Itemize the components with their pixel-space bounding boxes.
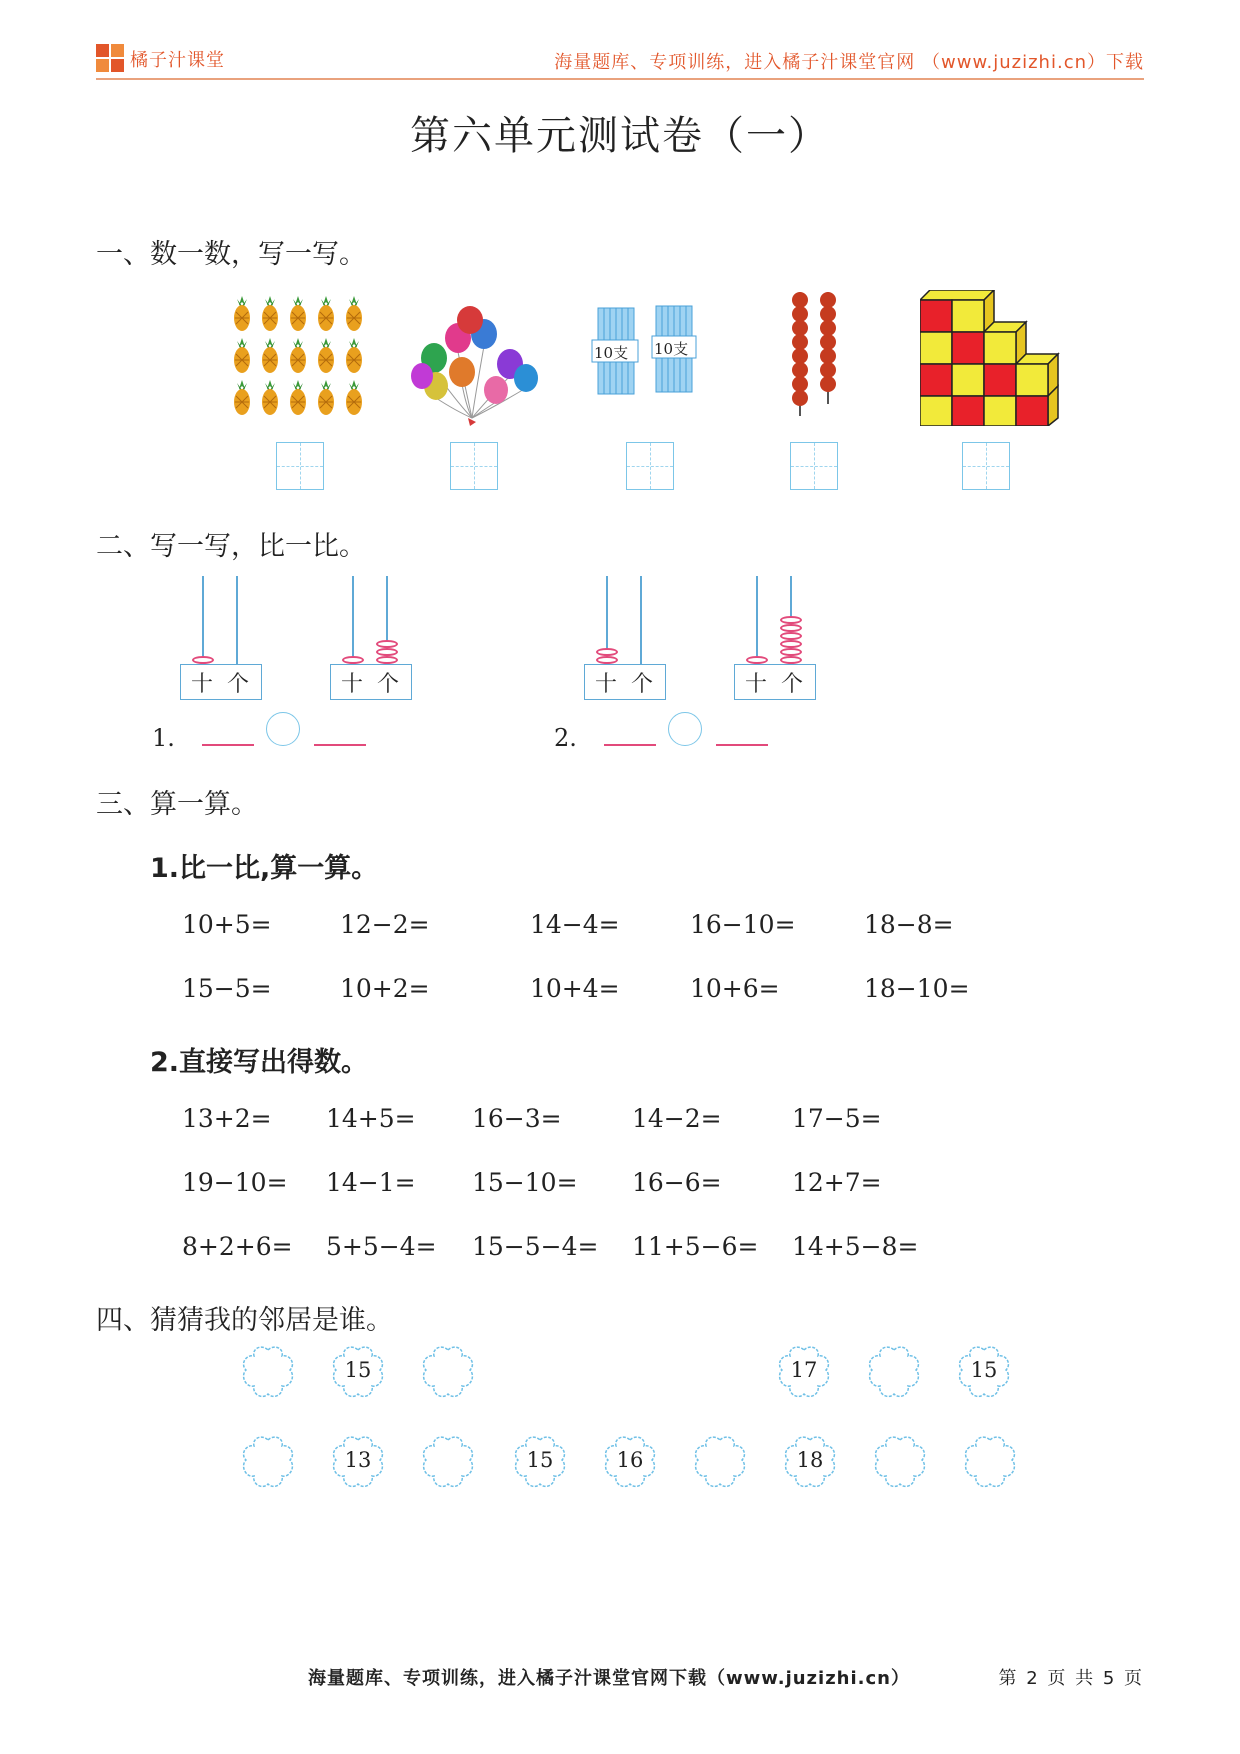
neighbor-flower-number [780, 1434, 840, 1490]
abacus-4 [734, 576, 816, 706]
equation: 19−10= [182, 1168, 288, 1197]
section3-part1-heading: 1.比一比,算一算。 [150, 853, 379, 884]
compare-q1-blank-left[interactable] [202, 744, 254, 746]
neighbor-flower-blank[interactable] [960, 1434, 1020, 1490]
abacus-1 [180, 576, 262, 706]
candied-haws-picture [784, 292, 844, 418]
neighbor-flower-number [774, 1344, 834, 1400]
flower-number: 16 [616, 1448, 644, 1472]
abacus-ones-label: 个 [227, 672, 250, 697]
abacus-ones-label: 个 [377, 672, 400, 697]
answer-box-haws[interactable] [790, 442, 838, 490]
neighbor-flower-blank[interactable] [418, 1344, 478, 1400]
abacus-ones-label: 个 [631, 672, 654, 697]
equation: 18−8= [864, 910, 954, 939]
neighbor-flower-number [600, 1434, 660, 1490]
equation: 15−10= [472, 1168, 578, 1197]
equation: 14−1= [326, 1168, 416, 1197]
neighbor-flower-number [510, 1434, 570, 1490]
equation: 15−5−4= [472, 1232, 599, 1261]
answer-box-pencils[interactable] [626, 442, 674, 490]
section3-heading: 三、算一算。 [96, 789, 258, 820]
flower-number: 15 [970, 1358, 998, 1382]
neighbor-flower-blank[interactable] [690, 1434, 750, 1490]
equation: 14+5−8= [792, 1232, 919, 1261]
neighbor-flower-blank[interactable] [238, 1434, 298, 1490]
answer-box-cubes[interactable] [962, 442, 1010, 490]
compare-q2-blank-right[interactable] [716, 744, 768, 746]
neighbor-flower-number [328, 1434, 388, 1490]
equation: 15−5= [182, 974, 272, 1003]
compare-q1-blank-right[interactable] [314, 744, 366, 746]
page-title: 第六单元测试卷（一） [410, 113, 830, 159]
equation: 16−10= [690, 910, 796, 939]
pencil-bundle-label-2: 10支 [654, 340, 689, 358]
flower-number: 17 [790, 1358, 818, 1382]
section4-heading: 四、猜猜我的邻居是谁。 [96, 1305, 393, 1336]
header-divider [96, 78, 1144, 80]
footer-text: 海量题库、专项训练，进入橘子汁课堂官网下载（www.juzizhi.cn） [308, 1668, 910, 1689]
compare-q2-blank-left[interactable] [604, 744, 656, 746]
abacus-3 [584, 576, 666, 706]
logo-icon [96, 44, 126, 74]
cubes-picture [920, 290, 1068, 426]
equation: 16−6= [632, 1168, 722, 1197]
equation: 13+2= [182, 1104, 272, 1133]
equation: 14+5= [326, 1104, 416, 1133]
neighbor-flower-number [328, 1344, 388, 1400]
flower-number: 15 [526, 1448, 554, 1472]
abacus-tens-label: 十 [341, 672, 364, 697]
compare-q2-label: 2. [554, 724, 577, 752]
balloons-picture [406, 306, 556, 428]
answer-box-balloons[interactable] [450, 442, 498, 490]
equation: 14−2= [632, 1104, 722, 1133]
compare-q1-circle[interactable] [266, 712, 300, 746]
equation: 14−4= [530, 910, 620, 939]
pineapples-picture [228, 296, 368, 420]
flower-number: 15 [344, 1358, 372, 1382]
flower-number: 13 [344, 1448, 372, 1472]
equation: 18−10= [864, 974, 970, 1003]
section2-heading: 二、写一写，比一比。 [96, 531, 366, 562]
compare-q1-label: 1. [152, 724, 175, 752]
abacus-tens-label: 十 [191, 672, 214, 697]
section1-heading: 一、数一数，写一写。 [96, 239, 366, 270]
answer-box-pineapples[interactable] [276, 442, 324, 490]
neighbor-flower-blank[interactable] [238, 1344, 298, 1400]
equation: 11+5−6= [632, 1232, 759, 1261]
abacus-ones-label: 个 [781, 672, 804, 697]
equation: 12−2= [340, 910, 430, 939]
logo-text: 橘子汁课堂 [130, 50, 225, 71]
compare-q2-circle[interactable] [668, 712, 702, 746]
equation: 10+5= [182, 910, 272, 939]
header-tagline: 海量题库、专项训练，进入橘子汁课堂官网 （www.juzizhi.cn）下载 [554, 52, 1144, 73]
footer-page-number: 第 2 页 共 5 页 [998, 1668, 1144, 1689]
pencil-bundle-label-1: 10支 [594, 344, 629, 362]
abacus-tens-label: 十 [595, 672, 618, 697]
abacus-2 [330, 576, 412, 706]
neighbor-flower-blank[interactable] [870, 1434, 930, 1490]
equation: 5+5−4= [326, 1232, 437, 1261]
equation: 16−3= [472, 1104, 562, 1133]
equation: 10+6= [690, 974, 780, 1003]
section3-part2-heading: 2.直接写出得数。 [150, 1047, 369, 1078]
neighbor-flower-number [954, 1344, 1014, 1400]
equation: 10+2= [340, 974, 430, 1003]
equation: 8+2+6= [182, 1232, 293, 1261]
neighbor-flower-blank[interactable] [418, 1434, 478, 1490]
equation: 17−5= [792, 1104, 882, 1133]
neighbor-flower-blank[interactable] [864, 1344, 924, 1400]
equation: 10+4= [530, 974, 620, 1003]
abacus-tens-label: 十 [745, 672, 768, 697]
equation: 12+7= [792, 1168, 882, 1197]
flower-number: 18 [796, 1448, 824, 1472]
